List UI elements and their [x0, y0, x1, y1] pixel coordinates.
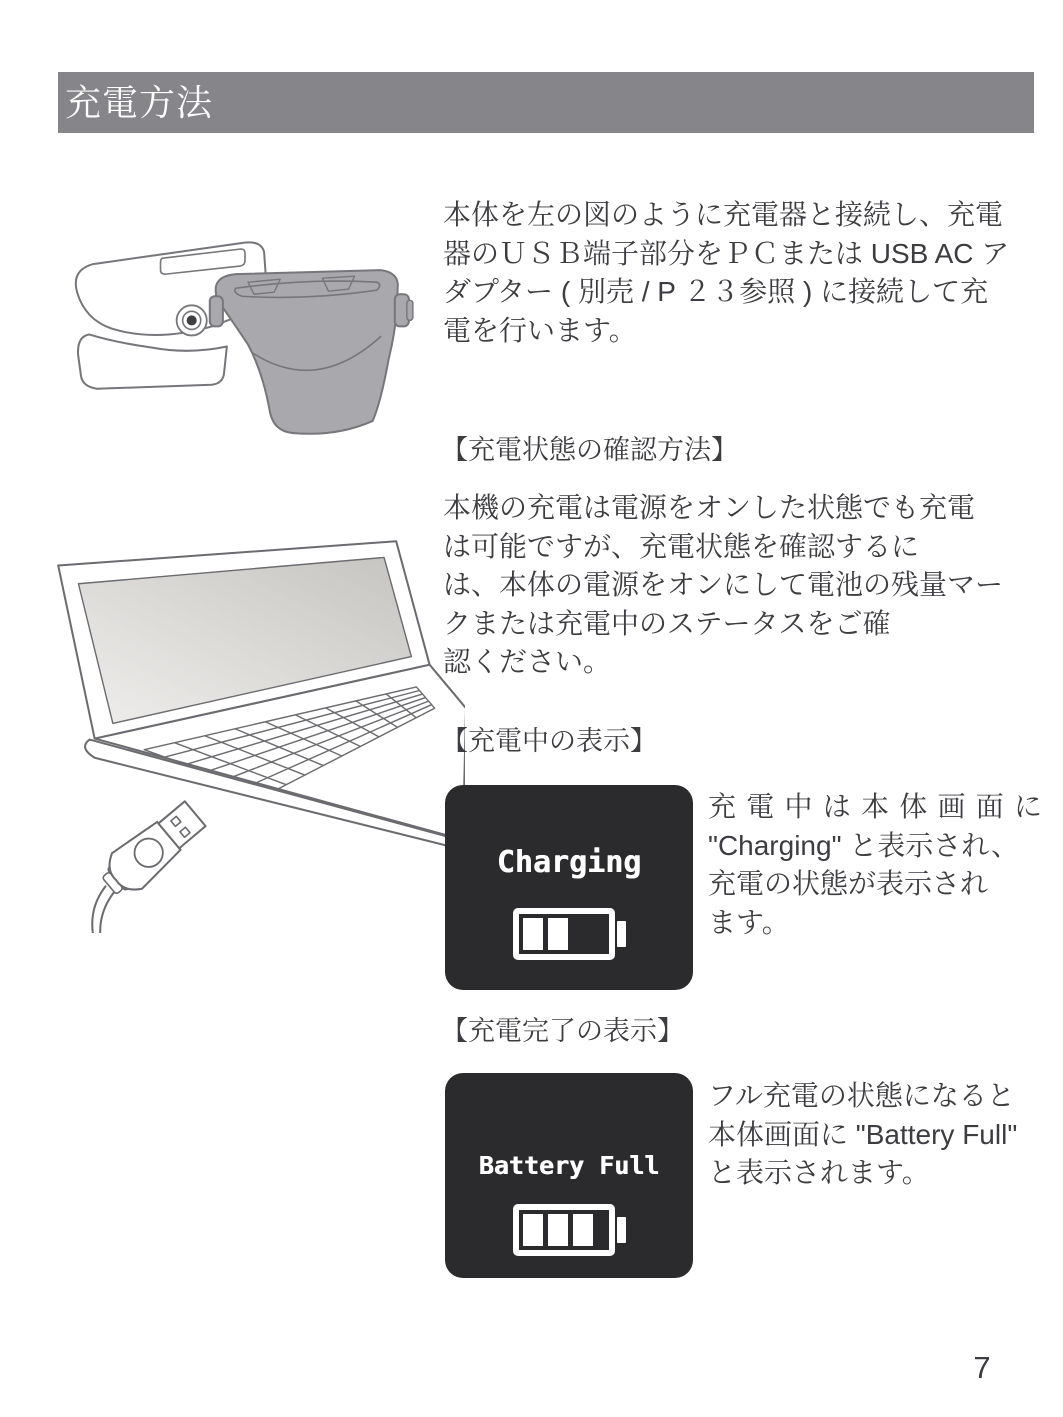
battery-full-heading: 【充電完了の表示】: [441, 1016, 684, 1046]
text-line: フル充電の状態になると: [708, 1080, 1015, 1111]
text-line: ます。: [708, 906, 790, 938]
usb-plug-icon: [59, 796, 218, 933]
battery-charging-icon: [513, 908, 626, 960]
text-line: は可能ですが、充電状態を確認するに: [443, 530, 920, 562]
status-check-heading: 【充電状態の確認方法】: [441, 435, 738, 465]
text-line: 器のＵＳＢ端子部分をＰＣまたは USB AC ア: [443, 237, 1010, 269]
text-line: ダプター ( 別売 / P ２３参照 ) に接続して充: [443, 276, 989, 307]
charger-cradle-body: [216, 270, 398, 434]
text-line: は、本体の電源をオンにして電池の残量マー: [443, 569, 1004, 600]
text-line: と表示されます。: [708, 1157, 930, 1188]
battery-full-screen-label: Battery Full: [478, 1151, 660, 1180]
oximeter-bottom-jaw: [78, 334, 227, 388]
oximeter-hinge-pin: [187, 315, 197, 325]
text-line: "Charging" と表示され、: [708, 829, 1019, 861]
usb-cable: [83, 893, 132, 933]
text-line: 本体画面に "Battery Full": [708, 1118, 1018, 1150]
intro-paragraph: [443, 196, 1037, 350]
text-line: 充電中は本体画面に: [708, 791, 1042, 822]
text-line: 充電の状態が表示され: [708, 868, 989, 899]
charging-screen-label: Charging: [496, 845, 642, 880]
battery-full-screen: [445, 1073, 693, 1278]
text-line: 電を行います。: [443, 314, 637, 346]
laptop-usb-illustration: [40, 533, 465, 933]
page-number: 7: [973, 1350, 991, 1385]
charging-display-screen: [445, 785, 693, 990]
device-charger-illustration: [63, 233, 435, 451]
text-line: 本機の充電は電源をオンした状態でも充電: [443, 492, 976, 523]
text-line: 本体を左の図のように充電器と接続し、充電: [443, 199, 1004, 230]
battery-full-icon: [513, 1204, 626, 1256]
text-line: 認ください。: [443, 646, 612, 677]
section-header-bar: [58, 72, 1034, 133]
page-title: 充電方法: [65, 82, 214, 123]
charging-display-heading: 【充電中の表示】: [441, 726, 657, 756]
charger-left-button: [210, 296, 223, 326]
battery-full-description: [708, 1077, 1053, 1193]
status-check-paragraph: [443, 489, 1037, 682]
charging-description: [708, 788, 1042, 942]
text-line: クまたは充電中のステータスをご確: [443, 607, 891, 639]
